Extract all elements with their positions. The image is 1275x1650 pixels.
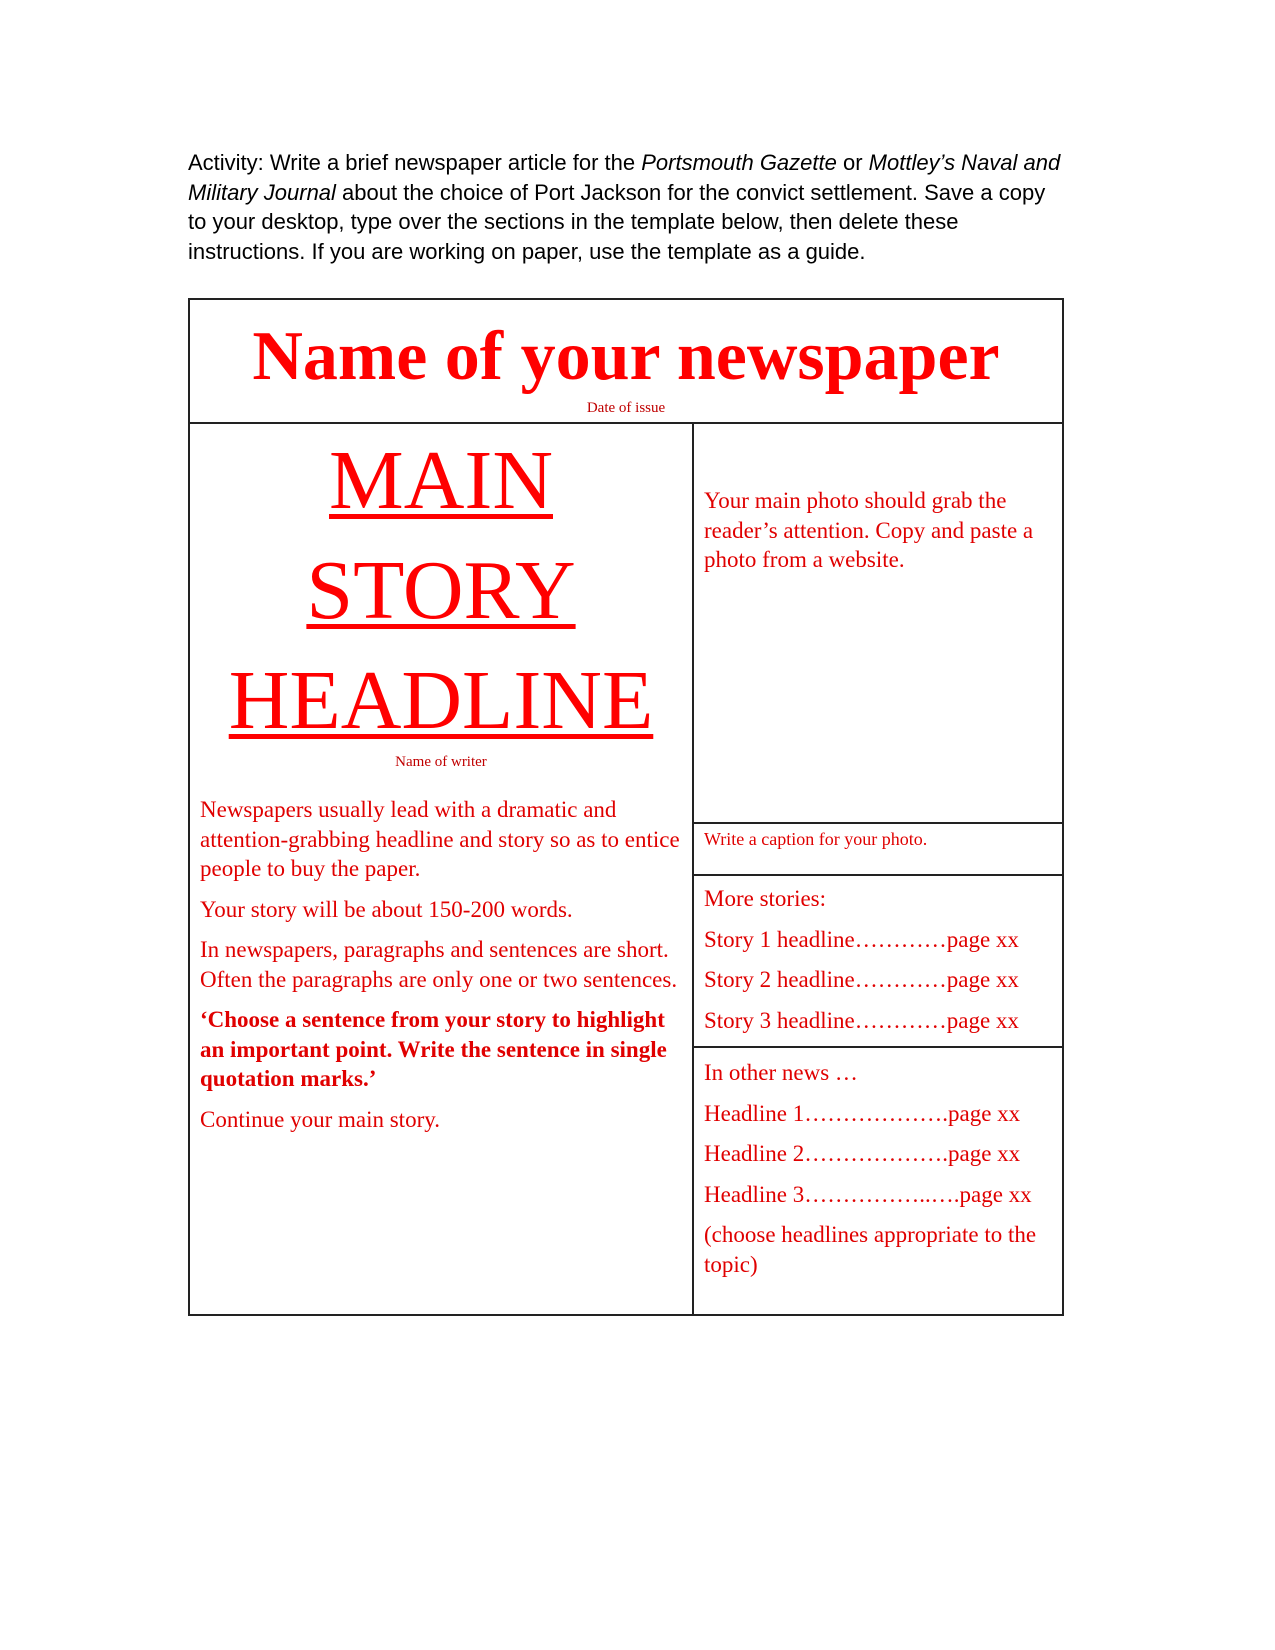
photo-caption-text: Write a caption for your photo. <box>704 829 928 849</box>
other-news-note: (choose headlines appropriate to the topic) <box>704 1222 1037 1277</box>
list-item[interactable]: Story 1 headline…………page xx <box>704 926 1019 952</box>
main-story-body[interactable] <box>190 771 692 1134</box>
instructions-text-3: about the choice of Port Jackson for the convict settlement. Save a copy to your desktop, type over the sections in the template below, then delete these instructions. If you are working on paper, use the template as a guide. <box>188 179 1046 264</box>
other-news-box <box>694 1048 1062 1314</box>
other-news-title: In other news … <box>704 1060 858 1085</box>
more-stories-title: More stories: <box>704 886 827 911</box>
sidebar-column <box>694 424 1062 1314</box>
masthead <box>190 300 1062 424</box>
headline-line-2: STORY <box>306 544 576 637</box>
more-stories-box <box>694 876 1062 1048</box>
headline-line-1: MAIN <box>329 434 553 527</box>
list-item[interactable]: Headline 1……………….page xx <box>704 1100 1021 1126</box>
newspaper-template <box>188 298 1064 1316</box>
story-paragraph: In newspapers, paragraphs and sentences are short. Often the paragraphs are only one or two sentences. <box>200 937 678 992</box>
writer-name[interactable]: Name of writer <box>395 754 487 770</box>
activity-instructions <box>188 148 1068 266</box>
list-item[interactable]: Headline 3……………..….page xx <box>704 1181 1032 1207</box>
pull-quote: ‘Choose a sentence from your story to highlight an important point. Write the sentence in single quotation marks.’ <box>200 1007 667 1091</box>
list-item[interactable]: Headline 2……………….page xx <box>704 1141 1021 1166</box>
date-of-issue[interactable]: Date of issue <box>586 400 666 416</box>
newspaper-name[interactable]: Name of your newspaper <box>252 318 1000 395</box>
instructions-text-2: or <box>836 150 869 175</box>
story-paragraph: Newspapers usually lead with a dramatic and attention-grabbing headline and story so as to entice people to buy the paper. <box>200 797 680 881</box>
continue-story-text: Continue your main story. <box>200 1106 440 1132</box>
list-item[interactable]: Story 3 headline…………page xx <box>704 1007 1019 1033</box>
photo-hint-text: Your main photo should grab the reader’s attention. Copy and paste a photo from a website. <box>704 488 1034 572</box>
headline-line-3: HEADLINE <box>228 654 654 747</box>
list-item[interactable]: Story 2 headline…………page xx <box>704 967 1019 992</box>
photo-caption-box[interactable] <box>694 824 1062 876</box>
main-photo-placeholder[interactable] <box>694 424 1062 824</box>
instructions-text-1: Activity: Write a brief newspaper article for the <box>188 150 642 175</box>
instructions-title-2: Mottley’s Naval and Military Journal <box>188 150 1061 205</box>
instructions-title-1: Portsmouth Gazette <box>641 150 837 175</box>
main-story-column <box>190 424 694 1314</box>
main-story-headline[interactable] <box>190 426 692 756</box>
story-paragraph: Your story will be about 150-200 words. <box>200 896 573 922</box>
